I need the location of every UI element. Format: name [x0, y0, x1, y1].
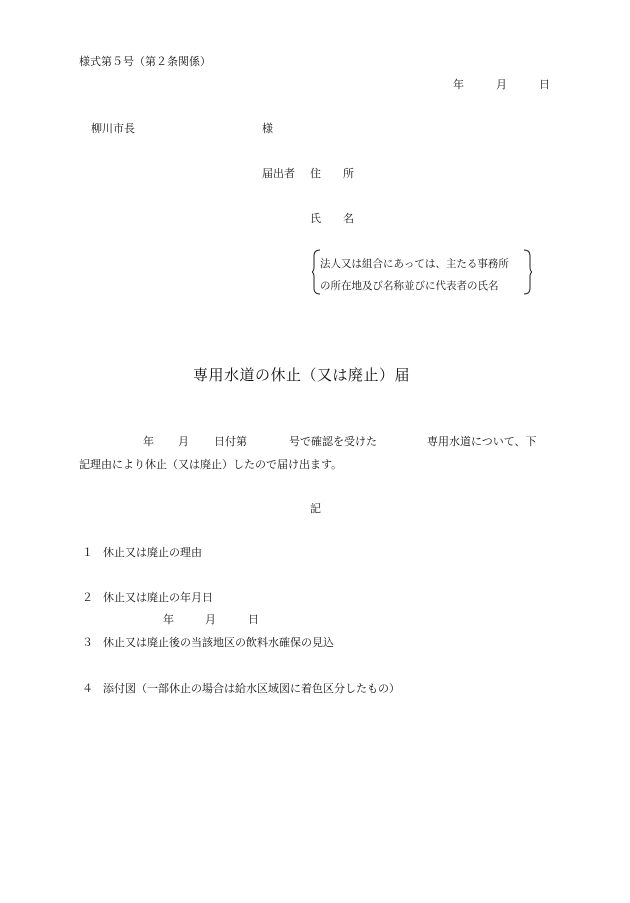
item-number: １: [82, 546, 93, 559]
form-number: 様式第５号（第２条関係）: [79, 55, 211, 68]
item-number: ４: [82, 682, 93, 695]
date-day: 日: [539, 78, 550, 91]
ki-heading: 記: [310, 502, 321, 515]
item-text: 休止又は廃止の理由: [103, 546, 202, 559]
item2-month: 月: [205, 613, 216, 626]
date-month: 月: [496, 78, 507, 91]
item-text: 休止又は廃止の年月日: [103, 591, 213, 604]
item-text: 休止又は廃止後の当該地区の飲料水確保の見込: [103, 636, 334, 649]
item-text: 添付図（一部休止の場合は給水区域図に着色区分したもの）: [103, 682, 400, 695]
item2-day: 日: [248, 613, 259, 626]
body-line2: 記理由により休止（又は廃止）したので届け出ます。: [79, 458, 343, 471]
body-waterworks: 専用水道について、下: [427, 435, 537, 448]
body-confirm: 号で確認を受けた: [289, 435, 377, 448]
corporate-note-line2: の所在地及び名称並びに代表者の氏名: [320, 280, 499, 292]
item-number: ３: [82, 636, 93, 649]
item2-year: 年: [163, 613, 174, 626]
corporate-note-line1: 法人又は組合にあっては、主たる事務所: [320, 258, 509, 270]
body-year: 年: [143, 435, 154, 448]
item-number: ２: [82, 591, 93, 604]
body-month: 月: [178, 435, 189, 448]
body-date-no: 日付第: [214, 435, 247, 448]
date-year: 年: [453, 78, 464, 91]
addressee-honorific: 様: [262, 122, 273, 135]
name-label: 氏 名: [310, 212, 354, 225]
applicant-label: 届出者: [262, 167, 295, 180]
addressee-name: 柳川市長: [91, 122, 135, 135]
document-title: 専用水道の休止（又は廃止）届: [193, 366, 411, 384]
address-label: 住 所: [310, 167, 354, 180]
